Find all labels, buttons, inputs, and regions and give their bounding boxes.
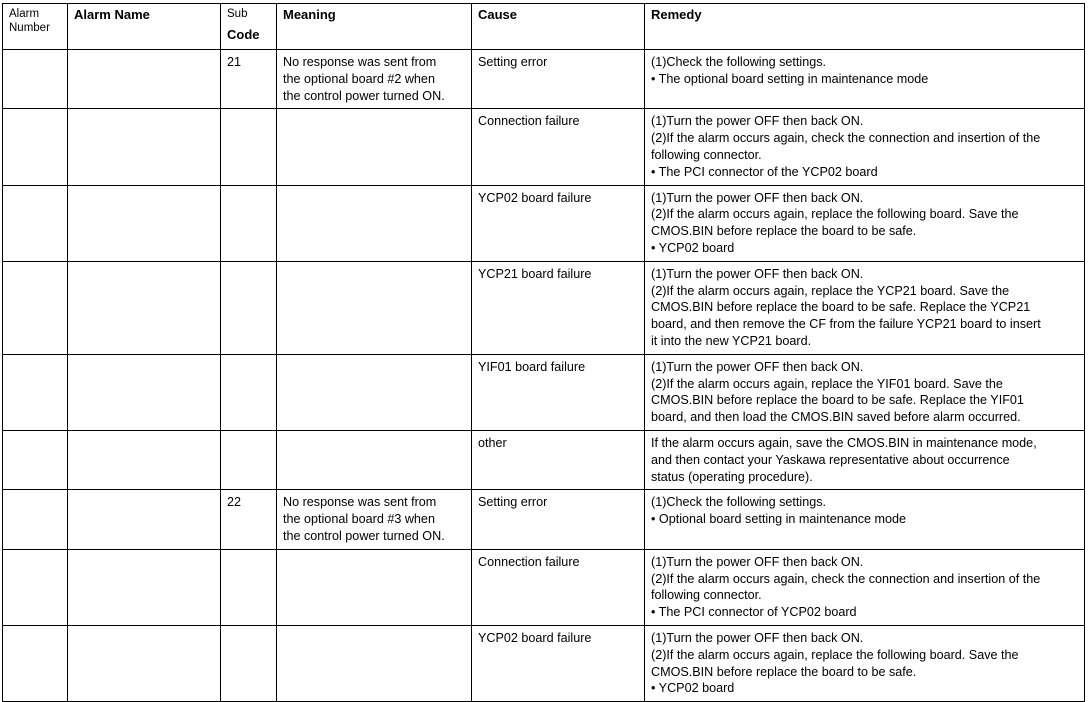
cause-text: Setting error [478,495,548,510]
meaning-cell [277,490,472,549]
sub-code-value: 21 [227,55,242,69]
header-code-label: Code [227,27,260,42]
remedy-line: CMOS.BIN before replace the board to be safe. Replace the YCP21 [651,300,1031,315]
alarm-name-cell [68,430,221,489]
alarm-number-cell [3,354,68,430]
table-row [3,430,1085,489]
remedy-line: (2)If the alarm occurs again, replace the YIF01 board. Save the [651,376,1003,391]
remedy-line: board, and then load the CMOS.BIN saved before alarm occurred. [651,410,1021,425]
alarm-name-cell [68,185,221,261]
table-body [3,50,1085,702]
header-sub-code [221,4,277,50]
table-row [3,50,1085,109]
meaning-cell [277,185,472,261]
meaning-line: No response was sent from [283,55,437,69]
cause-cell [472,261,645,354]
alarm-number-cell [3,490,68,549]
cause-text: YCP02 board failure [478,190,592,205]
header-meaning-label: Meaning [283,7,336,22]
table-row [3,261,1085,354]
header-cause-label: Cause [478,7,518,22]
cause-cell [472,185,645,261]
alarm-name-cell [68,625,221,701]
cause-text: YCP02 board failure [478,630,592,645]
table-row [3,354,1085,430]
remedy-line: (2)If the alarm occurs again, replace the following board. Save the [651,647,1019,662]
remedy-cell [645,261,1085,354]
alarm-name-cell [68,354,221,430]
remedy-line: CMOS.BIN before replace the board to be safe. [651,224,917,239]
meaning-cell [277,625,472,701]
sub-code-cell [221,490,277,549]
header-alarm-name-label: Alarm Name [74,7,150,22]
header-sub-label: Sub [227,8,248,20]
sub-code-cell [221,185,277,261]
remedy-line: (2)If the alarm occurs again, replace the following board. Save the [651,207,1019,222]
remedy-line: • Optional board setting in maintenance mode [651,512,907,527]
header-alarm-number-line: Alarm [9,8,40,20]
meaning-cell [277,430,472,489]
remedy-cell [645,430,1085,489]
cause-cell [472,625,645,701]
remedy-line: and then contact your Yaskawa representative about occurrence [651,452,1010,467]
header-alarm-number-line: Number [9,22,50,34]
sub-code-cell [221,109,277,185]
remedy-line: status (operating procedure). [651,469,813,484]
table-row [3,625,1085,701]
sub-code-value: 22 [227,495,242,510]
remedy-line: (2)If the alarm occurs again, check the connection and insertion of the [651,571,1041,586]
remedy-cell [645,109,1085,185]
alarm-number-cell [3,185,68,261]
meaning-cell [277,549,472,625]
remedy-line: (1)Turn the power OFF then back ON. [651,554,864,569]
remedy-line: • YCP02 board [651,681,735,696]
remedy-cell [645,549,1085,625]
remedy-line: If the alarm occurs again, save the CMOS.BIN in maintenance mode, [651,435,1037,450]
cause-text: YCP21 board failure [478,266,592,281]
sub-code-cell [221,261,277,354]
remedy-line: (1)Turn the power OFF then back ON. [651,630,864,645]
remedy-line: it into the new YCP21 board. [651,333,812,348]
meaning-line: the control power turned ON. [283,88,445,103]
alarm-name-cell [68,50,221,109]
meaning-cell [277,109,472,185]
cause-cell [472,549,645,625]
table-row [3,185,1085,261]
remedy-line: CMOS.BIN before replace the board to be safe. [651,664,917,679]
header-remedy-label: Remedy [651,7,702,22]
remedy-line: (2)If the alarm occurs again, replace the YCP21 board. Save the [651,283,1010,298]
cause-cell [472,109,645,185]
cause-text: Connection failure [478,554,580,569]
remedy-line: (1)Turn the power OFF then back ON. [651,190,864,205]
alarm-number-cell [3,625,68,701]
meaning-cell [277,261,472,354]
sub-code-cell [221,549,277,625]
remedy-cell [645,490,1085,549]
remedy-line: following connector. [651,588,762,603]
remedy-line: (1)Check the following settings. [651,495,826,510]
cause-cell [472,354,645,430]
table-row [3,490,1085,549]
remedy-cell [645,50,1085,109]
header-remedy [645,4,1085,50]
meaning-cell [277,354,472,430]
header-alarm-number [3,4,68,50]
meaning-line: the optional board #2 when [283,71,435,86]
meaning-cell [277,50,472,109]
remedy-line: • The optional board setting in maintenance mode [651,71,929,86]
alarm-number-cell [3,549,68,625]
sub-code-cell [221,354,277,430]
header-cause [472,4,645,50]
alarm-number-cell [3,261,68,354]
alarm-name-cell [68,549,221,625]
alarm-number-cell [3,430,68,489]
cause-text: other [478,435,507,450]
meaning-line: the control power turned ON. [283,528,445,543]
remedy-cell [645,354,1085,430]
remedy-line: following connector. [651,147,762,162]
header-meaning [277,4,472,50]
alarm-number-cell [3,109,68,185]
alarm-name-cell [68,261,221,354]
alarm-number-cell [3,50,68,109]
cause-text: Connection failure [478,114,580,129]
sub-code-cell [221,430,277,489]
cause-text: Setting error [478,55,548,69]
cause-text: YIF01 board failure [478,359,586,374]
remedy-line: CMOS.BIN before replace the board to be safe. Replace the YIF01 [651,393,1024,408]
meaning-line: the optional board #3 when [283,512,435,527]
remedy-line: • The PCI connector of YCP02 board [651,605,857,620]
remedy-line: board, and then remove the CF from the failure YCP21 board to insert [651,317,1041,332]
cause-cell [472,430,645,489]
remedy-cell [645,185,1085,261]
table-row [3,549,1085,625]
remedy-line: (1)Turn the power OFF then back ON. [651,359,864,374]
alarm-name-cell [68,109,221,185]
remedy-line: (2)If the alarm occurs again, check the connection and insertion of the [651,131,1041,146]
meaning-line: No response was sent from [283,495,437,510]
remedy-line: • YCP02 board [651,240,735,255]
remedy-line: (1)Turn the power OFF then back ON. [651,114,864,129]
table-row [3,109,1085,185]
cause-cell [472,490,645,549]
header-alarm-name [68,4,221,50]
alarm-name-cell [68,490,221,549]
remedy-cell [645,625,1085,701]
header-row [3,4,1085,50]
remedy-line: • The PCI connector of the YCP02 board [651,164,878,179]
sub-code-cell [221,625,277,701]
alarm-table [2,3,1085,702]
remedy-line: (1)Check the following settings. [651,55,826,69]
cause-cell [472,50,645,109]
remedy-line: (1)Turn the power OFF then back ON. [651,266,864,281]
sub-code-cell [221,50,277,109]
